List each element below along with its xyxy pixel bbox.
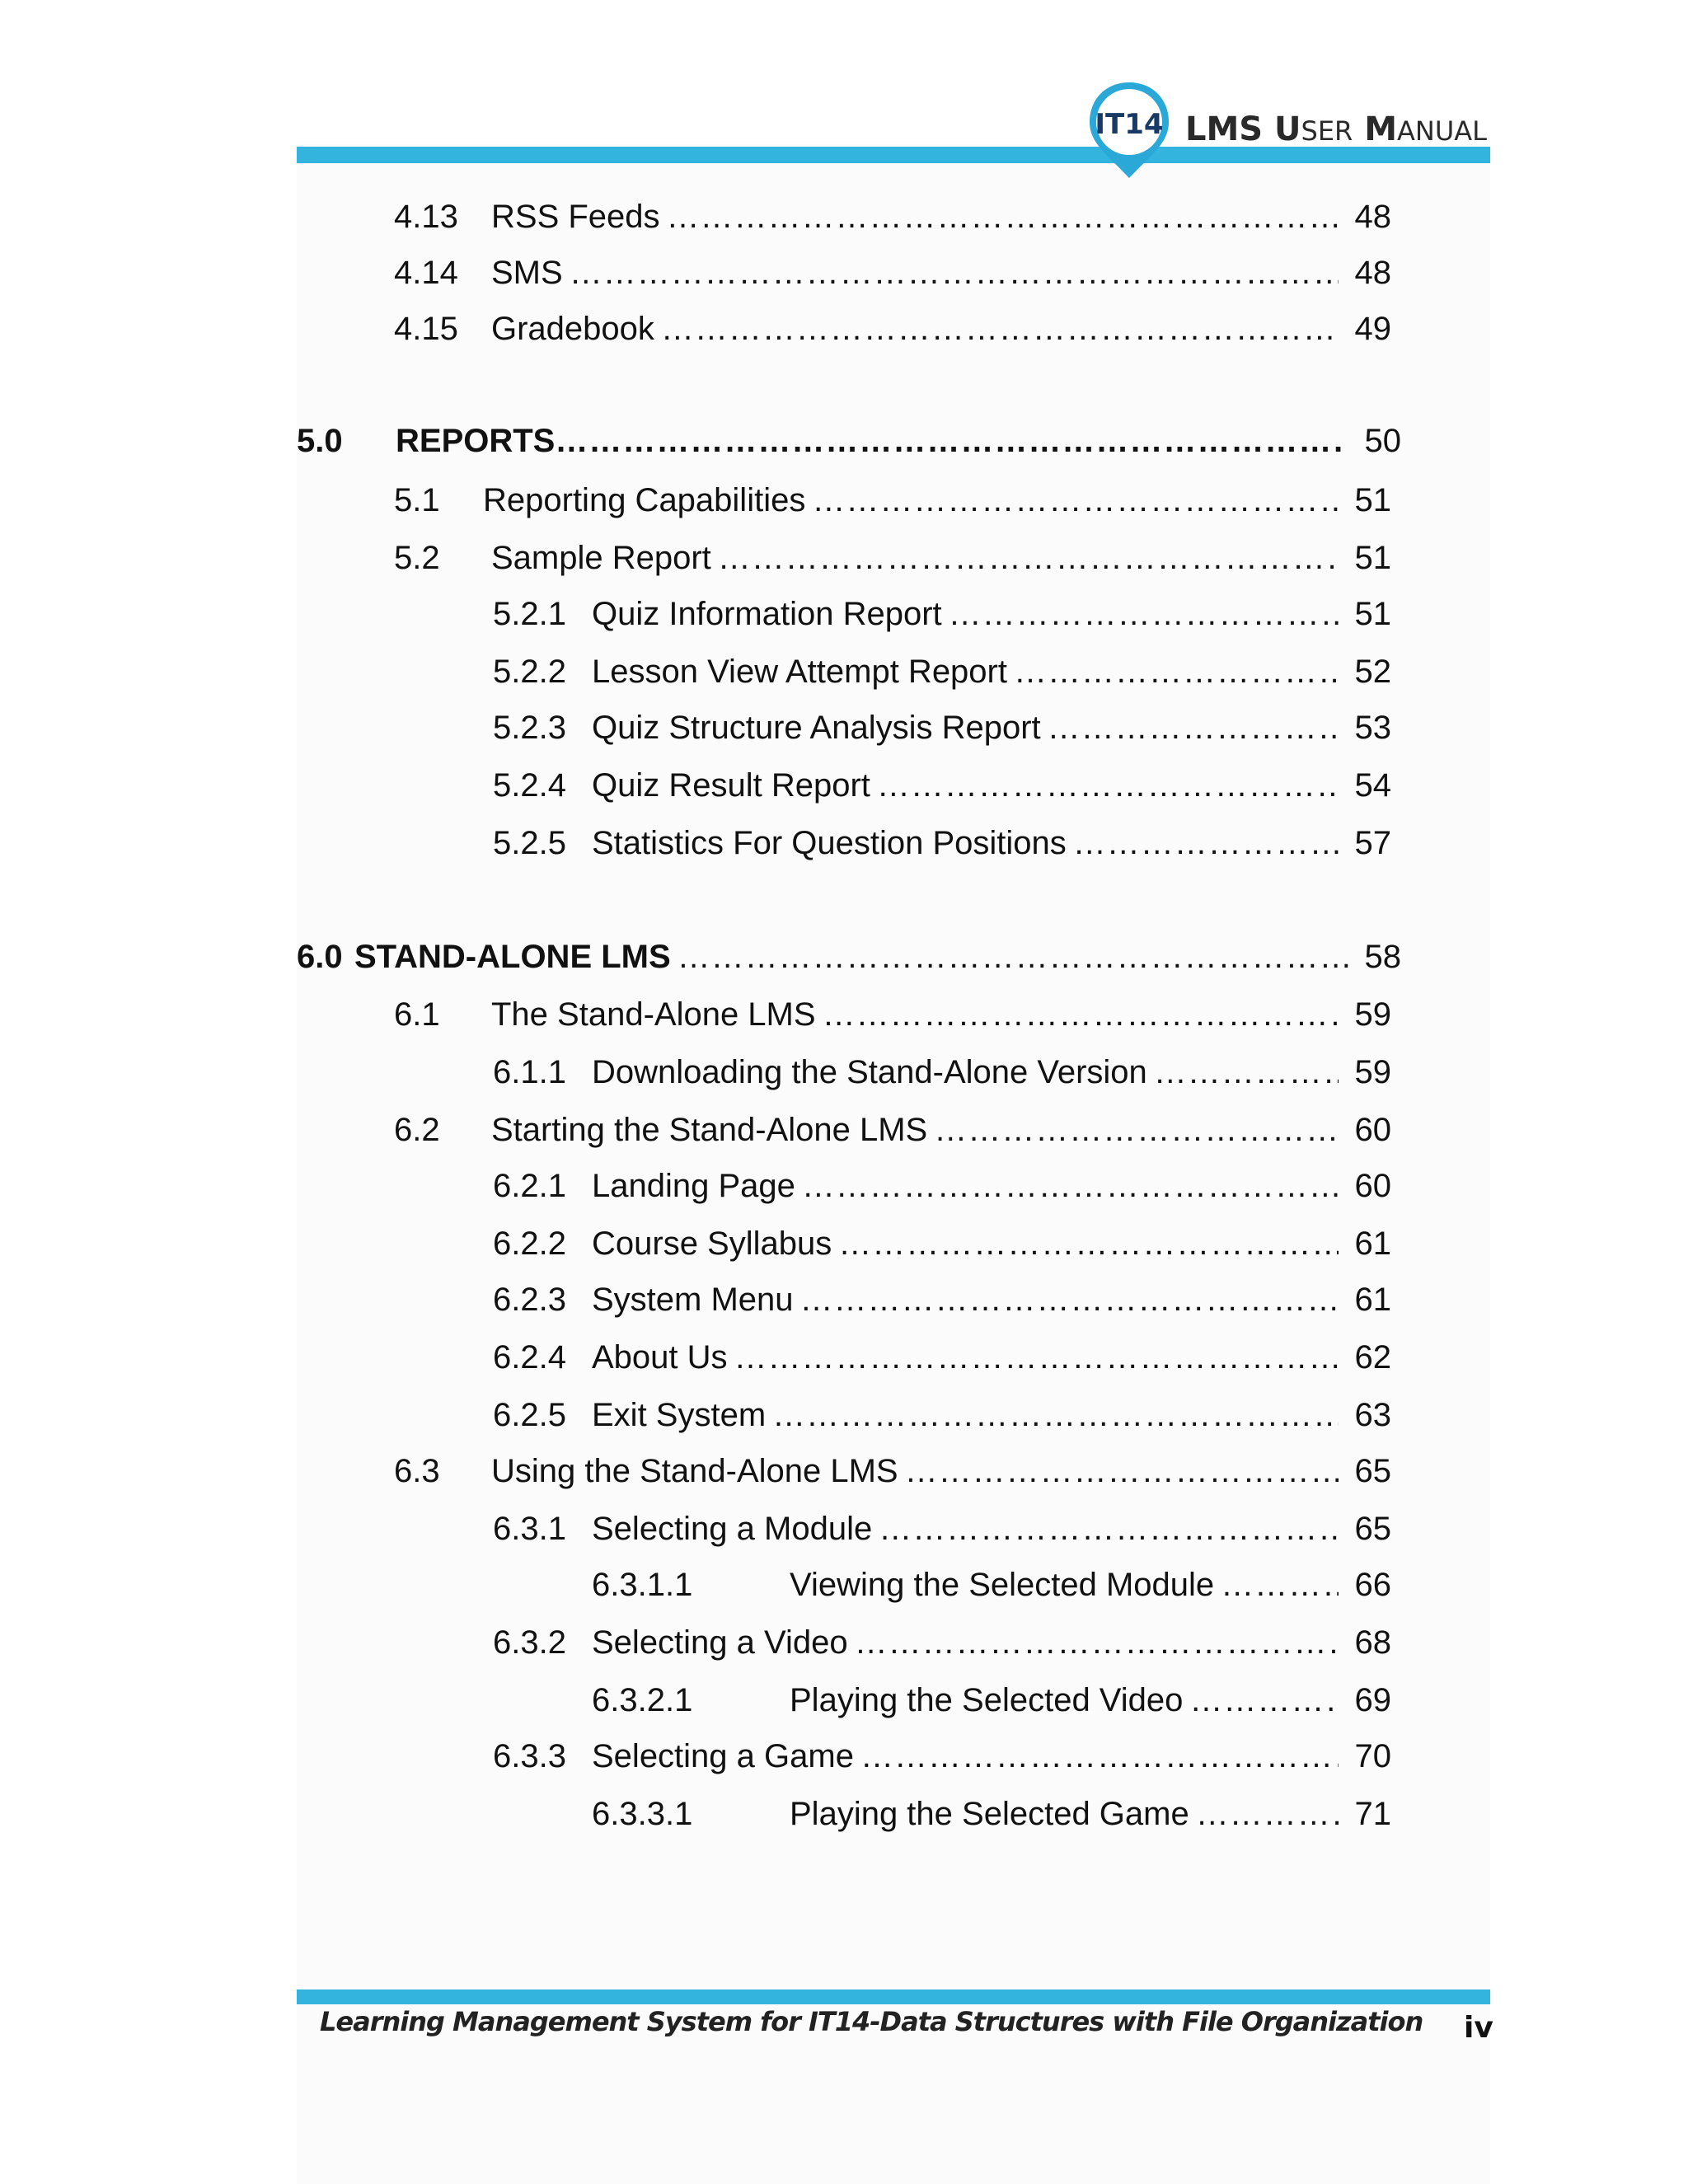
svg-text:IT14: IT14 (1095, 108, 1164, 141)
toc-entry[interactable] (493, 1052, 1391, 1093)
toc-title: Using the Stand-Alone LMS (491, 1453, 898, 1489)
toc-entry[interactable] (493, 1736, 1391, 1777)
toc-page: 65 (1354, 1453, 1391, 1489)
toc-number: 6.3 (394, 1453, 440, 1489)
toc-entry[interactable] (493, 1508, 1391, 1549)
toc-title: System Menu (592, 1282, 794, 1318)
toc-entry[interactable] (592, 1680, 1391, 1721)
toc-number: 4.14 (394, 255, 458, 291)
toc-title: Gradebook (491, 311, 654, 347)
toc-title: Sample Report (491, 540, 711, 576)
toc-entry[interactable] (394, 537, 1391, 579)
toc-title: Quiz Result Report (592, 767, 870, 804)
toc-page: 61 (1354, 1226, 1391, 1262)
toc-leader (812, 480, 1339, 521)
toc-title: Landing Page (592, 1168, 795, 1204)
toc-page: 53 (1354, 710, 1391, 746)
toc-title: REPORTS (396, 423, 556, 459)
toc-leader (1189, 1680, 1339, 1721)
toc-leader (1221, 1564, 1339, 1605)
toc-title: Reporting Capabilities (483, 482, 806, 518)
toc-page: 59 (1354, 1054, 1391, 1090)
toc-number: 6.1.1 (493, 1054, 566, 1090)
toc-leader (934, 1109, 1339, 1151)
toc-title: Exit System (592, 1397, 767, 1433)
toc-entry[interactable] (493, 1165, 1391, 1207)
toc-entry[interactable] (394, 252, 1391, 293)
toc-page: 51 (1354, 482, 1391, 518)
toc-page: 57 (1354, 825, 1391, 861)
toc-page: 50 (1364, 423, 1401, 459)
toc-page: 68 (1354, 1624, 1391, 1661)
toc-leader (1154, 1052, 1339, 1093)
toc-leader (879, 1508, 1339, 1549)
toc-title: Course Syllabus (592, 1226, 832, 1262)
toc-entry[interactable] (394, 480, 1391, 521)
toc-leader (734, 1337, 1339, 1378)
toc-leader (1014, 651, 1339, 692)
toc-number: 5.2.3 (493, 710, 566, 746)
toc-page: 59 (1354, 996, 1391, 1033)
it14-badge-icon (1086, 79, 1172, 181)
toc-entry[interactable] (394, 196, 1391, 237)
toc-entry[interactable] (592, 1564, 1391, 1605)
toc-number: 6.0 (297, 939, 343, 975)
toc-title: About Us (592, 1339, 728, 1376)
toc-leader (570, 252, 1339, 293)
toc-page: 69 (1354, 1682, 1391, 1718)
toc-title: Playing the Selected Video (790, 1682, 1184, 1718)
toc-leader (772, 1394, 1339, 1436)
toc-title: Selecting a Video (592, 1624, 848, 1661)
toc-leader (877, 765, 1339, 806)
toc-leader (860, 1736, 1339, 1777)
toc-title: Selecting a Module (592, 1511, 873, 1547)
toc-title: SMS (491, 255, 563, 291)
toc-number: 6.2 (394, 1112, 440, 1148)
toc-entry[interactable] (493, 1622, 1391, 1663)
toc-page: 48 (1354, 255, 1391, 291)
header-bar (297, 147, 1490, 163)
toc-page: 60 (1354, 1112, 1391, 1148)
toc-title: Statistics For Question Positions (592, 825, 1067, 861)
toc-title: Downloading the Stand-Alone Version (592, 1054, 1147, 1090)
toc-leader (661, 308, 1339, 349)
toc-title: STAND-ALONE LMS (354, 939, 671, 975)
toc-entry[interactable] (493, 765, 1391, 806)
toc-page: 65 (1354, 1511, 1391, 1547)
toc-page: 51 (1354, 596, 1391, 632)
toc-section[interactable] (297, 420, 1401, 462)
toc-page: 70 (1354, 1738, 1391, 1774)
toc-title: The Stand-Alone LMS (491, 996, 816, 1033)
toc-number: 6.2.3 (493, 1282, 566, 1318)
toc-entry[interactable] (493, 593, 1391, 635)
toc-number: 6.3.3.1 (592, 1796, 693, 1832)
toc-page: 48 (1354, 199, 1391, 235)
toc-leader (855, 1622, 1339, 1663)
toc-title: Lesson View Attempt Report (592, 654, 1007, 690)
toc-leader (678, 936, 1348, 977)
toc-page: 63 (1354, 1397, 1391, 1433)
toc-entry[interactable] (394, 1451, 1391, 1492)
toc-entry[interactable] (493, 1394, 1391, 1436)
toc-number: 5.2 (394, 540, 440, 576)
toc-number: 5.1 (394, 482, 440, 518)
toc-page: 62 (1354, 1339, 1391, 1376)
toc-title: Playing the Selected Game (790, 1796, 1189, 1832)
page-number: iv (1464, 2011, 1493, 2045)
toc-number: 5.2.5 (493, 825, 566, 861)
toc-number: 5.2.1 (493, 596, 566, 632)
toc-number: 6.2.2 (493, 1226, 566, 1262)
toc-entry[interactable] (493, 1337, 1391, 1378)
header-title: LMS USER MANUAL (1185, 110, 1487, 148)
toc-leader (718, 537, 1339, 579)
toc-number: 6.3.2.1 (592, 1682, 693, 1718)
toc-entry[interactable] (592, 1793, 1391, 1835)
toc-entry[interactable] (493, 651, 1391, 692)
toc-page: 52 (1354, 654, 1391, 690)
toc-number: 5.2.2 (493, 654, 566, 690)
toc-leader (1073, 823, 1339, 864)
toc-number: 6.2.4 (493, 1339, 566, 1376)
toc-leader (802, 1165, 1339, 1207)
toc-entry[interactable] (394, 308, 1391, 349)
toc-leader (555, 420, 1343, 462)
toc-title: Starting the Stand-Alone LMS (491, 1112, 928, 1148)
toc-entry[interactable] (493, 823, 1391, 864)
toc-entry[interactable] (493, 1223, 1391, 1264)
toc-page: 71 (1354, 1796, 1391, 1832)
toc-entry[interactable] (394, 994, 1391, 1035)
toc-page: 60 (1354, 1168, 1391, 1204)
toc-entry[interactable] (493, 1279, 1391, 1320)
toc-number: 6.2.1 (493, 1168, 566, 1204)
toc-number: 6.1 (394, 996, 440, 1033)
toc-number: 6.3.1.1 (592, 1567, 693, 1603)
toc-leader (905, 1451, 1339, 1492)
toc-title: RSS Feeds (491, 199, 660, 235)
toc-title: Quiz Information Report (592, 596, 942, 632)
toc-title: Selecting a Game (592, 1738, 854, 1774)
toc-title: Quiz Structure Analysis Report (592, 710, 1041, 746)
toc-leader (949, 593, 1339, 635)
toc-number: 6.3.3 (493, 1738, 566, 1774)
toc-page: 54 (1354, 767, 1391, 804)
toc-leader (1048, 707, 1339, 748)
footer-bar (297, 1990, 1490, 2004)
toc-page: 61 (1354, 1282, 1391, 1318)
toc-leader (823, 994, 1339, 1035)
toc-number: 6.3.1 (493, 1511, 566, 1547)
footer-title: Learning Management System for IT14-Data Structures with File Organization (320, 2006, 1423, 2037)
toc-number: 4.13 (394, 199, 458, 235)
toc-page: 58 (1364, 939, 1401, 975)
toc-leader (667, 196, 1339, 237)
toc-number: 5.2.4 (493, 767, 566, 804)
toc-entry[interactable] (493, 707, 1391, 748)
toc-entry[interactable] (394, 1109, 1391, 1151)
toc-leader (1196, 1793, 1339, 1835)
toc-page: 51 (1354, 540, 1391, 576)
toc-number: 6.2.5 (493, 1397, 566, 1433)
toc-leader (838, 1223, 1339, 1264)
toc-number: 5.0 (297, 423, 343, 459)
toc-number: 6.3.2 (493, 1624, 566, 1661)
toc-number: 4.15 (394, 311, 458, 347)
toc-title: Viewing the Selected Module (790, 1567, 1215, 1603)
toc-leader (800, 1279, 1339, 1320)
toc-page: 49 (1354, 311, 1391, 347)
toc-page: 66 (1354, 1567, 1391, 1603)
toc-section[interactable] (297, 936, 1401, 977)
